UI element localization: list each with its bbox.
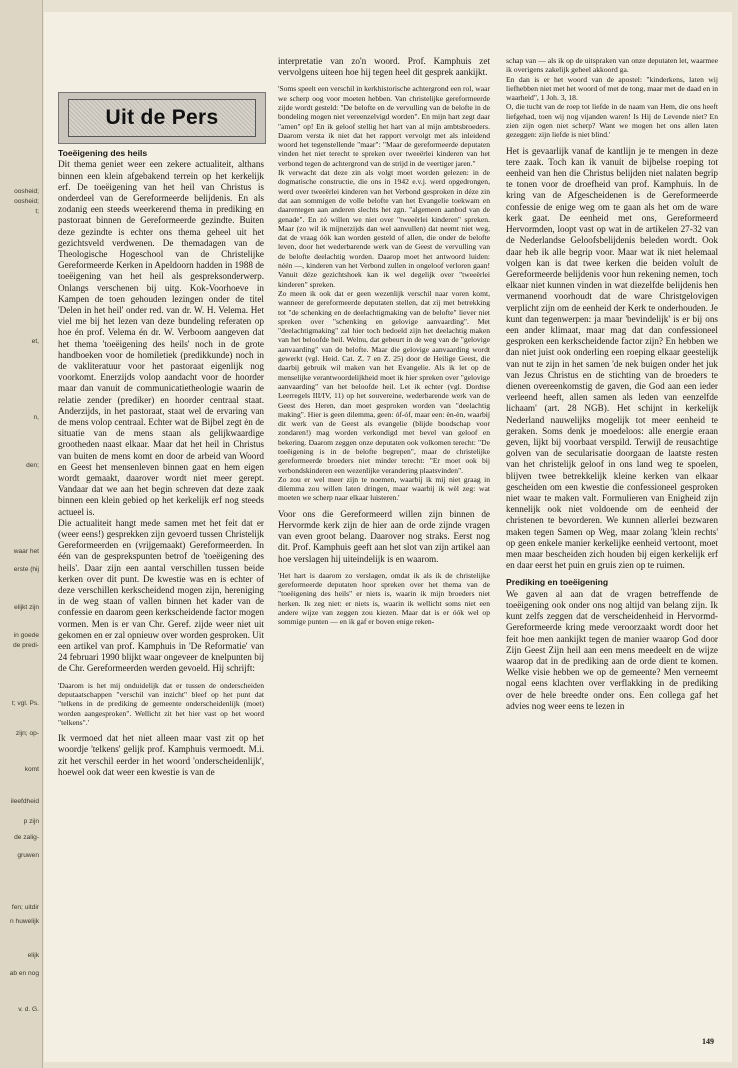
masthead-box: [58, 92, 266, 144]
quote-paragraph: Zo zou er wel meer zijn te noemen, waarbij ik mij niet graag in dilemma zou willen laten dringen, maar waarbij ik wèl zeg: wat moeten we scherp naar elkaar luisteren.': [278, 474, 490, 503]
quote-block: 'Daarom is het mij onduidelijk dat er tussen de onderscheiden deputaatschappen "verschil van inzicht" bleef op het punt dat "telkens in de prediking de gemeente onderscheidenlijk (moet) worden aangesproken". Wellicht zit het hier vast op het woord "telkens".': [58, 680, 264, 727]
quote-paragraph: schap van — als ik op de uitspraken van onze deputaten let, waarmee ik overigens zakelijk geheel akkoord ga.: [506, 56, 718, 75]
margin-fragment: et,: [31, 338, 39, 345]
margin-fragment: t;: [35, 208, 39, 215]
column-1: [58, 148, 264, 778]
paragraph: Voor ons die Gereformeerd willen zijn binnen de Hervormde kerk zijn de hier aan de orde zijnde vragen van even groot belang. Daarover nog straks. Eerst nog dit. Prof. Kamphuis geeft aan het slot van zijn artikel aan hoe verslagen hij uiteindelijk is en waarom.: [278, 508, 490, 564]
margin-fragment: gruwen: [17, 852, 39, 859]
paragraph: interpretatie van zo'n woord. Prof. Kamphuis zet vervolgens uiteen hoe hij tegen heel dit gesprek aankijkt.: [278, 56, 490, 78]
margin-fragment: den;: [26, 462, 39, 469]
quote-paragraph: 'Soms speelt een verschil in kerkhistorische achtergrond een rol, waar we scherp oog voor moeten hebben. Van christelijke gereformeerde zijde wordt gesteld: "De belofte en de vervulling van de belofte in de bondeling mogen niet vereenzelvigd worden". En mijn hart zegt daar "amen" op! En ik geloof stellig het hart van al mijn ambtsbroeders. Daarom versta ik niet dat het rapport vervolgt met als inleidend woord het tegenstellende "maar": "Maar de gereformeerde deputaten vinden het niet terecht te spreken over tweeërlei kinderen van het verbond tegen de achtergrond van de strijd in de veertiger jaren.": [278, 84, 490, 168]
margin-fragment: p zijn: [23, 818, 39, 825]
quote-block: 'Het hart is daarom zo verslagen, omdat ik als ik de christelijke gereformeerde deputaten hoor spreken over het thema van de "toeëigening des heils" er niets is, waarin ik mijn broeders niet herken. Ik zeg niet: er niets is, waarin ik wellicht soms niet een andere wijze van zeggen zou kiezen. Maar dat is er óók wel op sommige punten — en ik gaf er boven enige reken-: [278, 570, 490, 627]
margin-fragment: fen; uitdir: [11, 904, 39, 911]
paragraph: We gaven al aan dat de vragen betreffende de toeëigening ook onder ons nog altijd van belang zijn. Ik kunt zelfs zeggen dat de verscheidenheid in Hervormd-Gereformeerde kring mede veroorzaakt wordt door het feit hoe men aankijkt tegen de manier waarop God door Zijn Geest Zijn heil aan een mens meedeelt en de wijze waarop dat in de prediking aan de orde dient te komen. Welke visie hebben we op de gemeente? Men verneemt nogal eens klachten over verflakking in de prediking over de hele breedte onder ons. Een collega gaf het advies nog weer eens te lezen in: [506, 588, 718, 711]
paragraph: Het is gevaarlijk vanaf de kantlijn je te mengen in deze tere zaak. Toch kan ik vanuit de bijbelse roeping tot eenheid van hen die Christus belijden niet nalaten begrip te tonen voor de droefheid van prof. Kamphuis. In de kring van de Afgescheidenen is de Gereformeerde confessie de enige weg om te gaan als het om de ware kerk gaat. De eenheid met ons, Gereformeerd Hervormden, loopt vast op wat in de artikelen 27-32 van de Nederlandse Geloofsbelijdenis beleden wordt. Ook daar heb ik alle begrip voor. Maar wat ik niet helemaal volgen kan is dat twee kerken die beiden volult de Gereformeerde belijdenis voor hun rekening nemen, toch elkaar niet kunnen vinden in wat diezelfde belijdenis hen vermanend voorhoudt dat de ware Christgelovigen verplicht zijn om de eenheid der Kerk te onderhouden. Je kunt dan tegenwerpen: ja maar 'bevindelijk' is er bij ons een ander klimaat, maar mag dat dan confessioneel gesproken een kerkscheidende factor zijn? En hebben we dan niet juist ook onderling een roeping elkaar geestelijk van nut te zijn in het samen 'de nek buigen onder het juk van Jezus Christus en de stichting van de broeders te dienen overeenkomstig de gaven, die God aan een ieder verleend heeft, allen samen als leden van eenzelfde lichaam' (art. 28 NGB). Het schijnt in kerkelijk Nederland nauwelijks mogelijk tot meer eenheid te geraken. Soms denk je moedeloos: alle energie eraan geven, lijkt bij voorbaat verspild. Terwijl de reusachtige golven van de secularisatie doorgaan de laatste resten van het christelijk geloof in ons land weg te spoelen, blijven twee betrekkelijk kleine kerken van elkaar gescheiden om een kwestie die confessioneel gesproken niet waar te maken valt. Formulieren van Enigheid zijn kennelijk ook niet voldoende om de eenheid der christenen te bevorderen. We kunnen allerlei bezwaren maken tegen Samen op Weg, maar zolang 'klein rechts' op geen enkele manier kerkelijke eenheid vertoont, moet men maar bescheiden zich houden bij eigen kerkelijk erf en daar eerst het puin en gruis zien op te ruimen.: [506, 145, 718, 571]
magazine-page: [44, 12, 732, 1062]
masthead-inner: [68, 99, 256, 137]
column-2: [278, 56, 490, 627]
masthead-title: Uit de Pers: [105, 106, 219, 129]
paragraph: Ik vermoed dat het niet alleen maar vast zit op het woordje 'telkens' gelijk prof. Kamphuis vermoedt. M.i. zit het verschil eerder in het woord 'onderscheidenlijk', hoewel ook dat weer een kwestie is van de: [58, 733, 264, 777]
adjacent-page-strip: [0, 0, 43, 1068]
margin-fragment: zijn; op-: [15, 730, 39, 737]
quote-paragraph: En dan is er het woord van de apostel: "kinderkens, laten wij liefhebben niet met het woord of met de tong, maar met de daad en in waarheid", 1 Joh. 3, 18.: [506, 74, 718, 103]
margin-fragment: in goede: [13, 632, 39, 639]
margin-fragment: n,: [33, 414, 39, 421]
margin-fragment: elijkt zijn: [14, 604, 39, 611]
margin-fragment: de zalig-: [14, 834, 39, 841]
margin-fragment: erste (hij: [13, 566, 39, 573]
margin-fragment: v. d. G.: [18, 1006, 39, 1013]
margin-fragment: oosheid;: [14, 188, 39, 195]
quote-paragraph: O, die tucht van de roep tot liefde in de naam van Hem, die ons heeft liefgehad, toen wij nog vijanden waren! Is Hij de Levende niet? En zien zijn ogen niet scherp? Want we mogen het ons allen laten gezeggen: zijn liefde is niet blind.': [506, 102, 718, 140]
margin-fragment: oosheid;: [14, 198, 39, 205]
column-3: [506, 56, 718, 712]
paragraph: Die actualiteit hangt mede samen met het feit dat er (weer eens!) gesprekken zijn gevoerd tussen Christelijk Gereformeerden en (vrijgemaakt) Gereformeerden. In één van de gesprekspunten betrof de 'toeëigening des heils'. Daar zijn een aantal verschillen tussen beide kerken over dit punt. De kwestie was en is echter of deze verschillen kerkscheidend mogen zijn, hereniging in de weg staan of vallen binnen het kader van de confessie en daarom geen kerkscheidende factor mogen vormen. Men is er van Chr. Geref. zijde weer niet uit gekomen en er zal opnieuw over worden gesproken. Uit een artikel van prof. Kamphuis in 'De Reformatie' van 24 februari 1990 blijkt waar ongeveer de knelpunten bij de Chr. Gereformeerden werden gevoeld. Hij schrijft:: [58, 517, 264, 674]
margin-fragment: t; vgl. Ps.: [11, 700, 39, 707]
margin-fragment: komt: [24, 766, 39, 773]
margin-fragment: ileefdheid: [10, 798, 39, 805]
paragraph: Dit thema geniet weer een zekere actualiteit, althans binnen een klein afgebakend terrein op het kerkelijk erf. De toeëigening van het heil van Christus is onderdeel van de Gereformeerde belijdenis. En als zodanig een steeds weerkerend thema in prediking en pastoraat binnen de Gereformeerde gezindte. Buiten deze gezindte is echter ons thema geheel uit het gezichtsveld verdwenen. De themadagen van de Theologische Hogeschool van de Christelijke Gereformeerde Kerken in Apeldoorn hadden in 1988 de toeëigening van het heil als gespreksonderwerp. Onlangs verschenen bij uitg. Kok-Voorhoeve in Kampen de toen gehouden lezingen onder de titel 'Delen in het heil' onder red. van dr. W. H. Velema. Het viel me bij het lezen van deze bundeling referaten op hoe én prof. Velema én dr. W. Verboom aangeven dat het thema 'toeëigening des heils' noch in de grote handboeken voor de homiletiek (predikkunde) noch in de vakliteratuur voor het pastoraat eigenlijk nog voorkomt. Enerzijds volop aandacht voor de hoorder maar dan vanuit de communicatietheologie waarin de relatie zender (prediker) en hoorder centraal staat. Anderzijds, in het pastoraat, staat wel de ervaring van de mens volop centraal. Echter wat de Bijbel zegt èn de situatie van de mens staan als gelijkwaardige grootheden naast elkaar. Maar dat het heil in Christus van buiten de mens komt en door de arbeid van Woord en Geest het mensenleven binnen gaat en hem eigen wordt gemaakt, daarover wordt niet meer gerept. Vandaar dat we aan het begin schreven dat deze zaak binnen een klein gebied op het kerkelijk erf nog steeds actueel is.: [58, 159, 264, 517]
quote-paragraph: Zo meen ik ook dat er geen wezenlijk verschil naar voren komt, wanneer de gereformeerde deputaten stellen, dat zij met betrekking tot "de schenking en de deelachtigmaking van de belofte" liever niet spreken over "schenking en gelovige aanvaarding". Met "deelachtigmaking" zal hier toch bedoeld zijn het deelachtig maken van het beloofde heil. Welnu, dat gebeurt in de weg van de "gelovige aanvaarding" van de belofte. Maar die gelovige aanvaarding wordt gewerkt (vgl. Heid. Cat. Z. 7 en Z. 25) door de Heilige Geest, die daarbij gebruik wil maken van het Evangelie. Als ik let op de menselijke verantwoordelijkheid moet ik hier spreken over "gelovige aanvaarding" van het beloofde heil. Let ik echter (vgl. Dordtse Leerregels III/IV, 11) op het souvereine, wederbarende werk van de Geest des Heren, dan moet gesproken worden van "deelachtig making". Hier is geen dilemma, geen: óf-óf, maar een: èn-èn, waarbij dit werk van de Geest als evangelie (blijde boodschap voor zondaren!) mag worden verkondigd met bevel van geloof en bekering. Daarom zeggen onze deputaten ook volkomen terecht: "De toeëigening is in de belofte begrepen", maar de christelijke gereformeerde broeders niet minder terecht: "Er moet ook bij verbondskinderen een wezenlijke verandering plaatsvinden".: [278, 288, 490, 475]
margin-fragment: elijk: [27, 952, 39, 959]
margin-fragment: ab en nog: [9, 970, 39, 977]
quote-paragraph: Ik verwacht dat deze zin als volgt moet worden gelezen: in de dogmatische constructie, die ons in 1942 e.v.j. werd opgedrongen, werd over tweeërlei kinderen van het Verbond gesproken in déze zin dat aan sommigen de volle belofte van het Evangelie toekwam en daarentegen aan anderen slechts het zgn. "algemeen aanbod van de genade". En zó willen we niet over "tweeërlei kinderen" spreken. Maar (zo wil ik mijnerzijds dan wel aanvullen) dat neemt niet weg, dat de vraag óók kan worden gesteld of allen, die onder de belofte leven, door het wederbarende werk van de Geest de vervulling van de belofte deelachtig worden. Daarop moet het antwoord luiden: néén —, kinderen van het Verbond zullen in ongeloof verloren gaan! Vanuit déze gezichtshoek kan ik wel degelijk over "tweeërlei kinderen" spreken.: [278, 168, 490, 289]
page-number: 149: [702, 1037, 714, 1046]
margin-fragment: waar het: [13, 548, 39, 555]
section-heading: Prediking en toeëigening: [506, 577, 609, 588]
margin-fragment: de predi-: [12, 642, 39, 649]
margin-fragment: n huwelijk: [10, 918, 39, 925]
section-heading: Toeëigening des heils: [58, 148, 148, 158]
